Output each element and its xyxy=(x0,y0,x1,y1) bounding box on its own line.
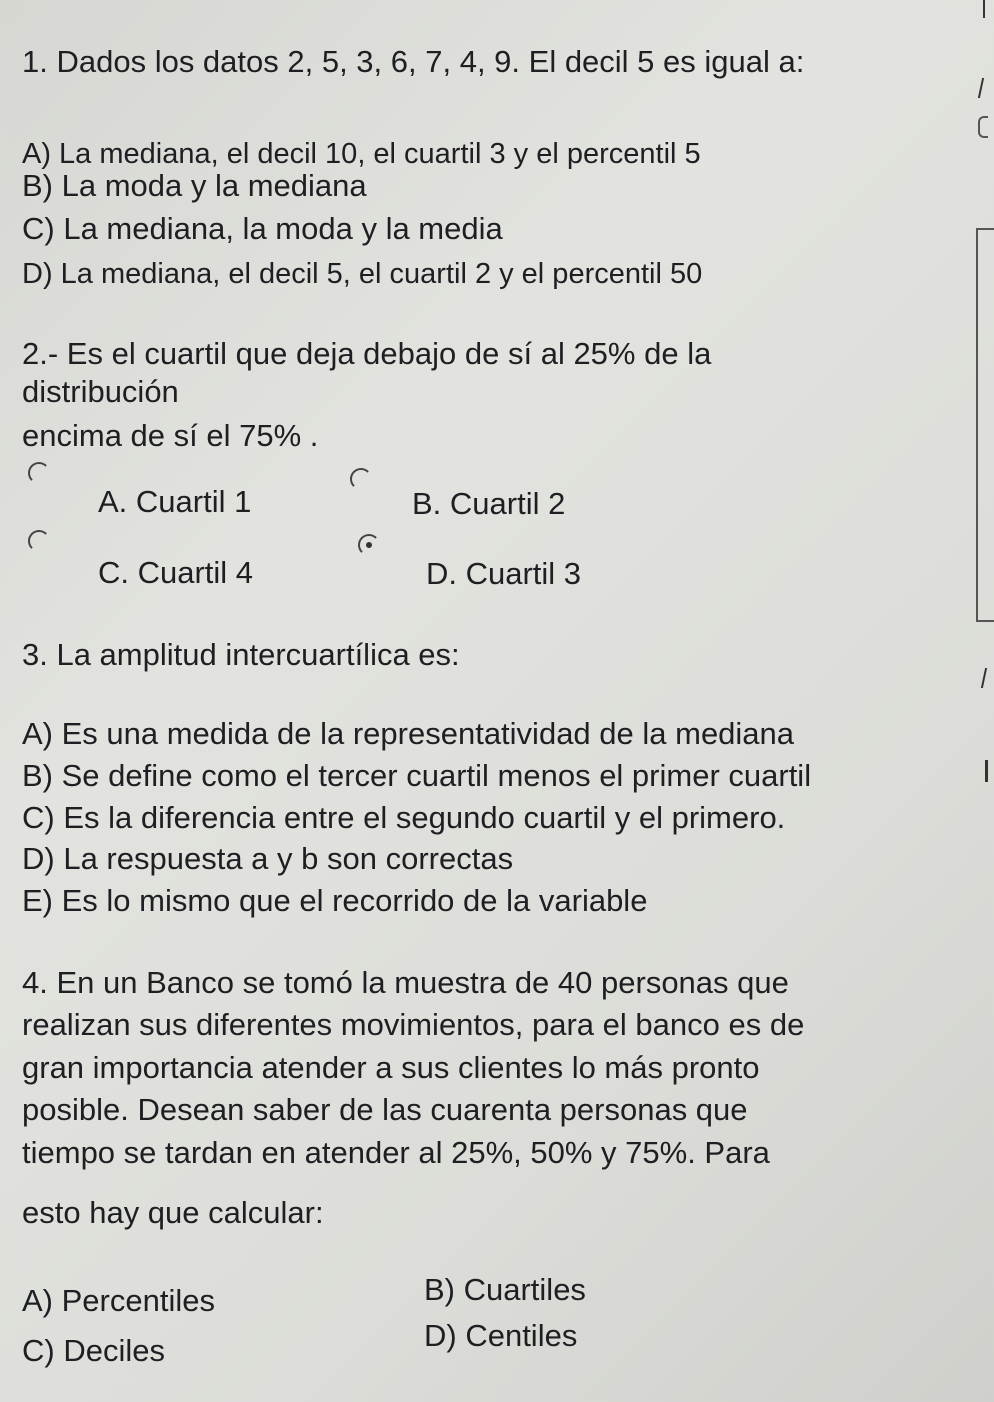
edge-mark xyxy=(978,78,984,98)
question-2-line-2: distribución xyxy=(22,374,179,409)
edge-bracket xyxy=(978,116,988,138)
q2-radio-c[interactable] xyxy=(28,530,50,552)
q2-radio-a[interactable] xyxy=(28,462,50,484)
q3-option-b[interactable]: B) Se define como el tercer cuartil menos el primer cuartil xyxy=(22,758,812,793)
edge-mark xyxy=(985,760,988,782)
q3-option-e[interactable]: E) Es lo mismo que el recorrido de la variable xyxy=(22,883,648,918)
q3-option-c[interactable]: C) Es la diferencia entre el segundo cuartil y el primero. xyxy=(22,800,786,835)
q1-option-d[interactable]: D) La mediana, el decil 5, el cuartil 2 y el percentil 50 xyxy=(22,258,703,290)
question-4-line-1: 4. En un Banco se tomó la muestra de 40 personas que xyxy=(22,965,789,1000)
edge-mark xyxy=(981,668,987,688)
q1-option-b[interactable]: B) La moda y la mediana xyxy=(22,168,367,203)
question-4-line-2: realizan sus diferentes movimientos, para el banco es de xyxy=(22,1007,805,1042)
q4-option-d[interactable]: D) Centiles xyxy=(424,1318,578,1353)
question-2-line-3: encima de sí el 75% . xyxy=(22,418,319,453)
question-3-text: 3. La amplitud intercuartílica es: xyxy=(22,637,460,672)
question-4-line-4: posible. Desean saber de las cuarenta personas que xyxy=(22,1092,748,1127)
question-2-line-1: 2.- Es el cuartil que deja debajo de sí al 25% de la xyxy=(22,336,712,371)
q2-option-a[interactable]: A. Cuartil 1 xyxy=(98,484,252,519)
question-4-line-5: tiempo se tardan en atender al 25%, 50% y 75%. Para xyxy=(22,1135,770,1170)
question-1-text: 1. Dados los datos 2, 5, 3, 6, 7, 4, 9. El decil 5 es igual a: xyxy=(22,44,805,79)
question-4-line-3: gran importancia atender a sus clientes lo más pronto xyxy=(22,1050,760,1085)
q1-option-a[interactable]: A) La mediana, el decil 10, el cuartil 3 y el percentil 5 xyxy=(22,138,701,170)
edge-box xyxy=(976,228,994,622)
q3-option-d[interactable]: D) La respuesta a y b son correctas xyxy=(22,841,514,876)
q3-option-a[interactable]: A) Es una medida de la representatividad de la mediana xyxy=(22,716,795,751)
q1-option-c[interactable]: C) La mediana, la moda y la media xyxy=(22,211,503,246)
q4-option-b[interactable]: B) Cuartiles xyxy=(424,1272,586,1307)
q2-radio-b[interactable] xyxy=(350,468,372,490)
q2-option-c[interactable]: C. Cuartil 4 xyxy=(98,555,254,590)
q4-option-c[interactable]: C) Deciles xyxy=(22,1333,165,1368)
q2-option-d[interactable]: D. Cuartil 3 xyxy=(426,556,582,591)
q2-option-b[interactable]: B. Cuartil 2 xyxy=(412,486,566,521)
q2-radio-d-selected[interactable] xyxy=(358,534,380,556)
q4-option-a[interactable]: A) Percentiles xyxy=(22,1283,215,1318)
edge-mark xyxy=(983,0,985,18)
question-4-line-6: esto hay que calcular: xyxy=(22,1195,324,1230)
